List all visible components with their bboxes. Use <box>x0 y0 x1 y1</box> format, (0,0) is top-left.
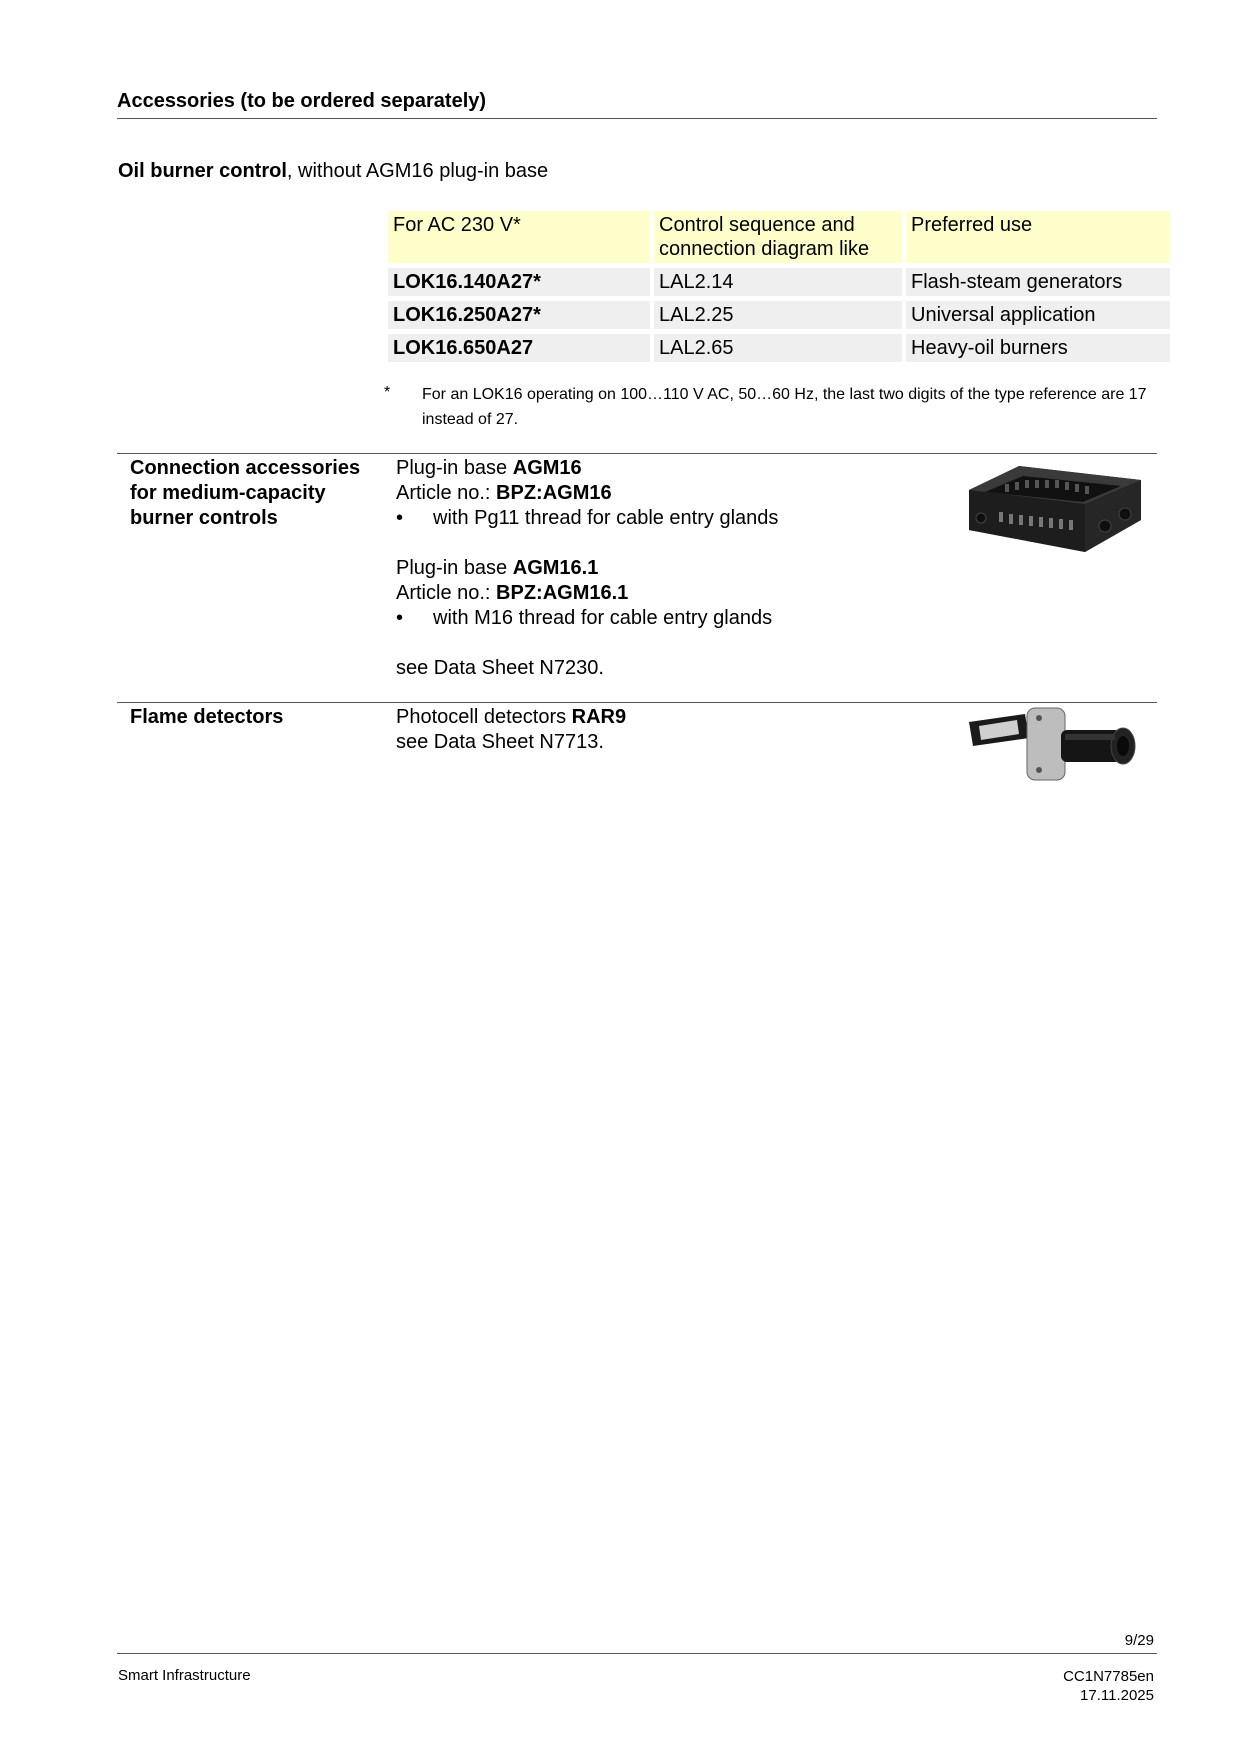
page-number: 9/29 <box>1124 1632 1154 1649</box>
intro-bold: Oil burner control <box>118 160 287 182</box>
cell-sequence: LAL2.25 <box>654 301 902 329</box>
base2-name: AGM16.1 <box>512 557 599 579</box>
product-table <box>384 206 1174 367</box>
cell-use: Heavy-oil burners <box>906 334 1170 362</box>
connection-body <box>396 456 956 681</box>
cell-type: LOK16.250A27* <box>388 301 650 329</box>
flame-prefix: Photocell detectors <box>396 706 572 728</box>
flame-see-datasheet: see Data Sheet N7713. <box>396 731 604 753</box>
flame-name: RAR9 <box>571 706 627 728</box>
base1-article-prefix: Article no.: <box>396 482 497 504</box>
connection-label: Connection accessories for medium-capacity burner controls <box>130 457 361 529</box>
connection-rule <box>117 453 1157 454</box>
bullet-icon: • <box>396 607 404 629</box>
base1-prefix: Plug-in base <box>396 457 513 479</box>
cell-use: Universal application <box>906 301 1170 329</box>
table-row <box>388 268 1170 296</box>
table-row <box>388 334 1170 362</box>
flame-body <box>396 705 956 755</box>
cell-type: LOK16.650A27 <box>388 334 650 362</box>
photocell-detector-image <box>965 702 1145 786</box>
cell-type: LOK16.140A27* <box>388 268 650 296</box>
base2-prefix: Plug-in base <box>396 557 513 579</box>
base1-name: AGM16 <box>512 457 582 479</box>
table-row <box>388 301 1170 329</box>
section-title: Accessories (to be ordered separately) <box>117 90 487 112</box>
cell-sequence: LAL2.65 <box>654 334 902 362</box>
footer-date: 17.11.2025 <box>1080 1687 1154 1704</box>
base2-bullet-text: with M16 thread for cable entry glands <box>433 607 773 629</box>
bullet-icon: • <box>396 507 404 529</box>
plug-in-base-image <box>965 462 1145 556</box>
base2-article-line <box>396 581 956 606</box>
base1-article: BPZ:AGM16 <box>496 482 612 504</box>
footer-doc-id: CC1N7785en <box>1063 1668 1154 1685</box>
cell-sequence: LAL2.14 <box>654 268 902 296</box>
flame-label: Flame detectors <box>130 706 284 728</box>
base2-article-prefix: Article no.: <box>396 582 497 604</box>
base1-article-line <box>396 481 956 506</box>
base2-article: BPZ:AGM16.1 <box>496 582 629 604</box>
footer-rule <box>117 1653 1157 1654</box>
base1-bullet <box>396 506 956 531</box>
base1-line <box>396 456 956 481</box>
table-header-row <box>388 211 1170 263</box>
header-rule <box>117 118 1157 119</box>
header-cell-voltage: For AC 230 V* <box>388 211 650 263</box>
intro-rest: , without AGM16 plug-in base <box>286 160 549 182</box>
footer-doc-info <box>1063 1667 1154 1705</box>
footnote-marker: * <box>384 384 391 401</box>
flame-line <box>396 705 956 730</box>
footer-company: Smart Infrastructure <box>118 1667 251 1684</box>
header-cell-sequence: Control sequence and connection diagram like <box>654 211 902 263</box>
connection-see-datasheet: see Data Sheet N7230. <box>396 657 604 679</box>
footnote-text: For an LOK16 operating on 100…110 V AC, 50…60 Hz, the last two digits of the type reference are 17 instead of 27. <box>422 386 1147 428</box>
intro-line <box>118 160 548 183</box>
base2-bullet <box>396 606 956 631</box>
cell-use: Flash-steam generators <box>906 268 1170 296</box>
base1-bullet-text: with Pg11 thread for cable entry glands <box>433 507 779 529</box>
header-cell-use: Preferred use <box>906 211 1170 263</box>
base2-line <box>396 556 956 581</box>
